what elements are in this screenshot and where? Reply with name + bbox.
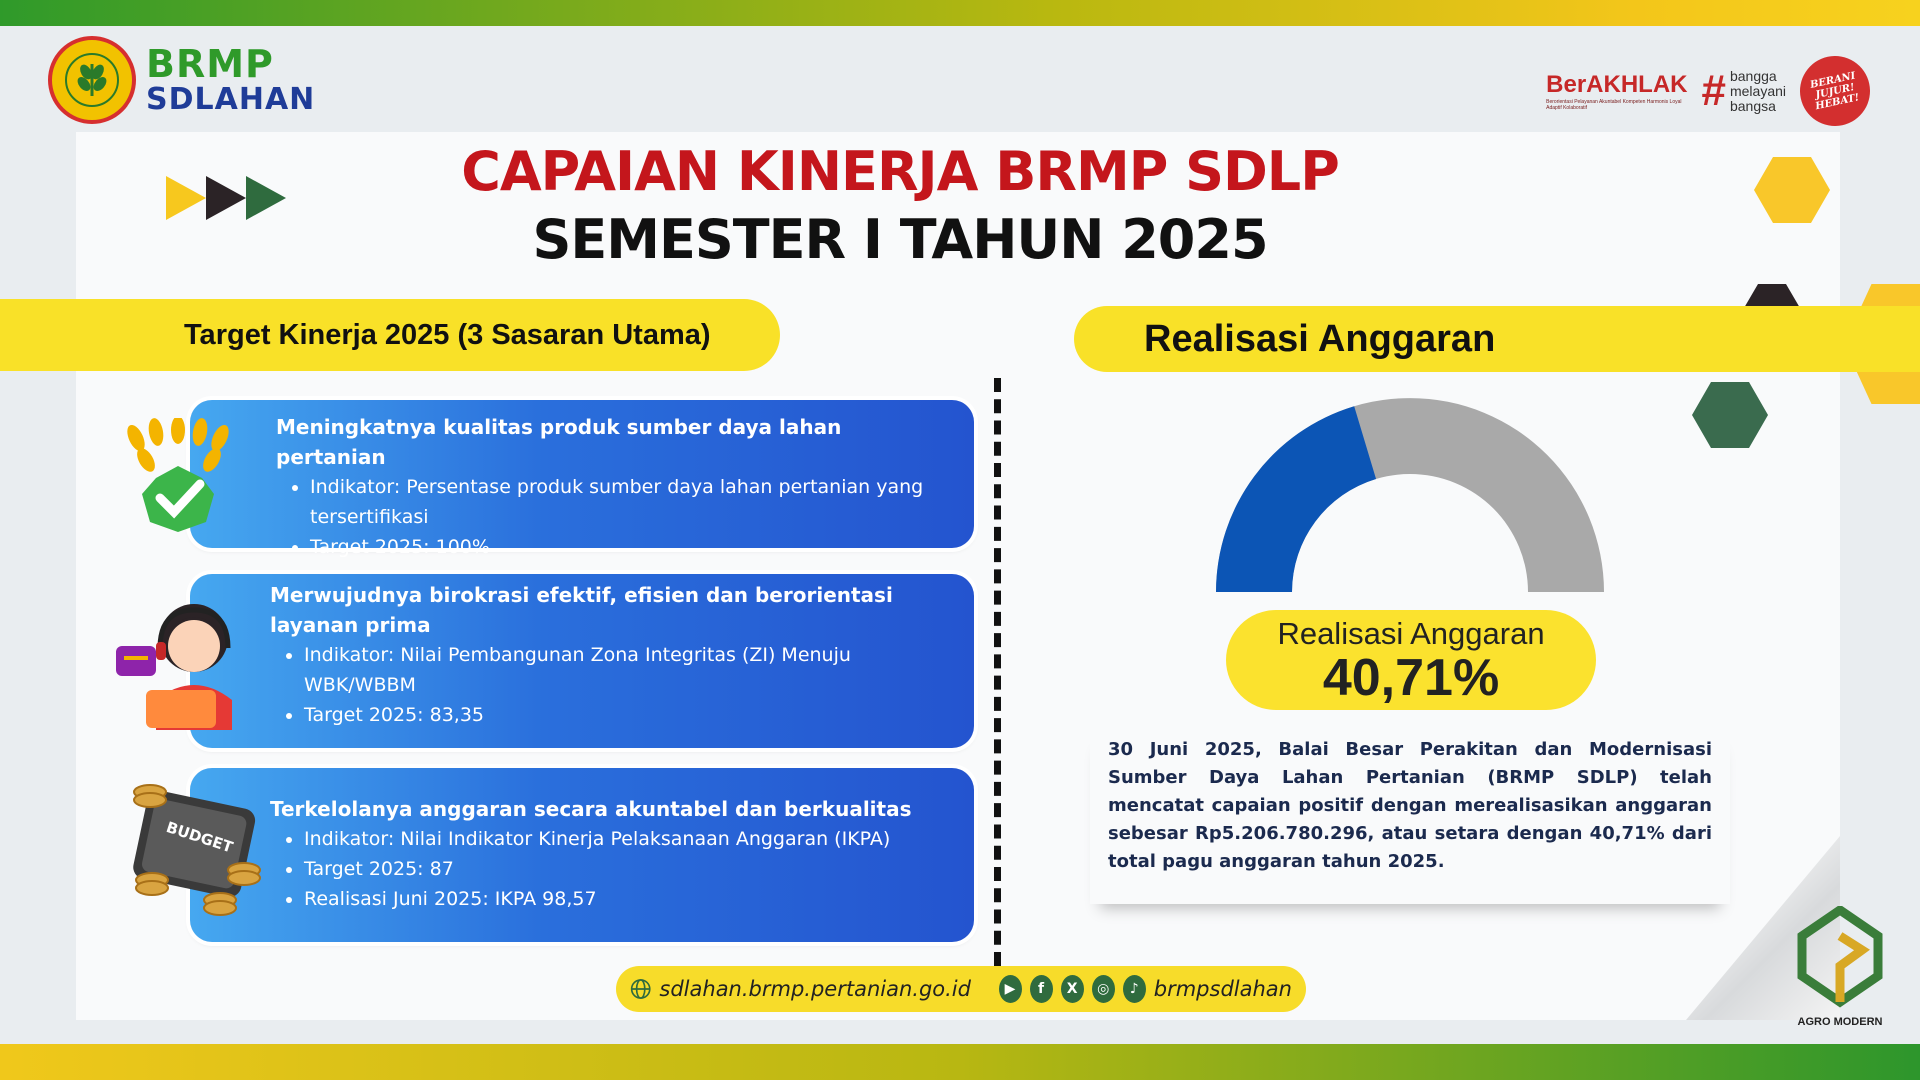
kementan-seal-icon xyxy=(48,36,136,124)
instagram-icon[interactable]: ◎ xyxy=(1092,975,1115,1003)
target-kinerja-heading-text: Target Kinerja 2025 (3 Sasaran Utama) xyxy=(184,318,711,351)
youtube-icon[interactable]: ▶ xyxy=(999,975,1022,1003)
page-subtitle: SEMESTER I TAHUN 2025 xyxy=(532,208,1268,271)
goal-1-title: Meningkatnya kualitas produk sumber daya lahan pertanian xyxy=(276,415,842,469)
goal-2-target: • Target 2025: 83,35 xyxy=(304,700,954,730)
customer-service-icon xyxy=(116,590,246,730)
berakhlak-subtitle: Berorientasi Pelayanan Akuntabel Kompeten Harmonis Loyal Adaptif Kolaboratif xyxy=(1546,99,1682,111)
top-color-band xyxy=(0,0,1920,26)
x-icon[interactable]: X xyxy=(1061,975,1084,1003)
goal-3-target: • Target 2025: 87 xyxy=(304,854,954,884)
berani-jujur-badge: BERANI JUJUR! HEBAT! xyxy=(1793,49,1876,132)
social-handle[interactable]: brmpsdlahan xyxy=(1153,977,1292,1001)
goal-card-1 xyxy=(190,400,974,558)
realisasi-heading-text: Realisasi Anggaran xyxy=(1144,317,1496,360)
bangga-melayani-logo xyxy=(1701,66,1786,115)
goal-3-realisasi: • Realisasi Juni 2025: IKPA 98,57 xyxy=(304,884,954,914)
globe-icon xyxy=(630,976,651,1002)
tiktok-icon[interactable]: ♪ xyxy=(1123,975,1146,1003)
goal-1-indicator: • Indikator: Persentase produk sumber daya lahan pertanian yang tersertifikasi xyxy=(310,472,954,532)
facebook-icon[interactable]: f xyxy=(1030,975,1053,1003)
hashtag-line-3: bangsa xyxy=(1729,97,1776,114)
budget-label: BUDGET xyxy=(164,818,236,857)
gauge-value-badge xyxy=(1226,610,1596,710)
realisasi-description xyxy=(1090,728,1730,904)
goal-2-title: Merwujudnya birokrasi efektif, efisien dan berorientasi layanan prima xyxy=(270,583,893,637)
goal-3-title: Terkelolanya anggaran secara akuntabel dan berkualitas xyxy=(270,797,912,821)
goal-2-indicator: • Indikator: Nilai Pembangunan Zona Integritas (ZI) Menuju WBK/WBBM xyxy=(304,640,954,700)
brmp-logo xyxy=(48,36,315,124)
goal-card-3 xyxy=(190,768,974,942)
agro-modern-logo xyxy=(1792,906,1888,1028)
budget-money-icon xyxy=(124,780,274,920)
gauge-realized-arc xyxy=(1216,406,1376,592)
hashtag-line-2: melayani xyxy=(1729,82,1786,99)
agro-modern-text: AGRO MODERN xyxy=(1797,1016,1883,1028)
hashtag-line-1: bangga xyxy=(1729,67,1777,84)
budget-gauge-chart xyxy=(1210,396,1610,596)
realisasi-description-text: 30 Juni 2025, Balai Besar Perakitan dan Modernisasi Sumber Daya Lahan Pertanian (BRMP SDLP) telah mencatat capaian positif dengan merealisasikan anggaran sebesar Rp5.206.780.296, atau setara dengan 40,71% dari total pagu anggaran tahun 2025. xyxy=(1108,739,1712,872)
agro-modern-icon xyxy=(1792,906,1888,1012)
section-divider xyxy=(994,378,1004,966)
goal-card-2 xyxy=(190,574,974,748)
gauge-label: Realisasi Anggaran xyxy=(1277,616,1545,651)
gauge-value: 40,71% xyxy=(1322,649,1500,707)
goal-3-indicator: • Indikator: Nilai Indikator Kinerja Pelaksanaan Anggaran (IKPA) xyxy=(304,824,954,854)
berakhlak-logo xyxy=(1546,71,1687,111)
wheat-check-icon xyxy=(116,418,246,538)
logo-brmp-text: BRMP xyxy=(146,42,274,86)
realisasi-heading xyxy=(1074,306,1920,372)
hashtag-symbol: # xyxy=(1701,66,1726,115)
header-badges xyxy=(1546,56,1870,126)
goal-1-target: • Target 2025: 100% xyxy=(310,532,954,562)
bottom-color-band xyxy=(0,1044,1920,1080)
target-kinerja-heading xyxy=(0,299,780,371)
page-title: CAPAIAN KINERJA BRMP SDLP xyxy=(461,140,1339,203)
website-link[interactable]: sdlahan.brmp.pertanian.go.id xyxy=(659,977,971,1001)
logo-sdlahan-text: SDLAHAN xyxy=(146,82,316,117)
footer-contact-bar xyxy=(616,966,1306,1012)
berakhlak-title: BerAKHLAK xyxy=(1546,71,1688,98)
